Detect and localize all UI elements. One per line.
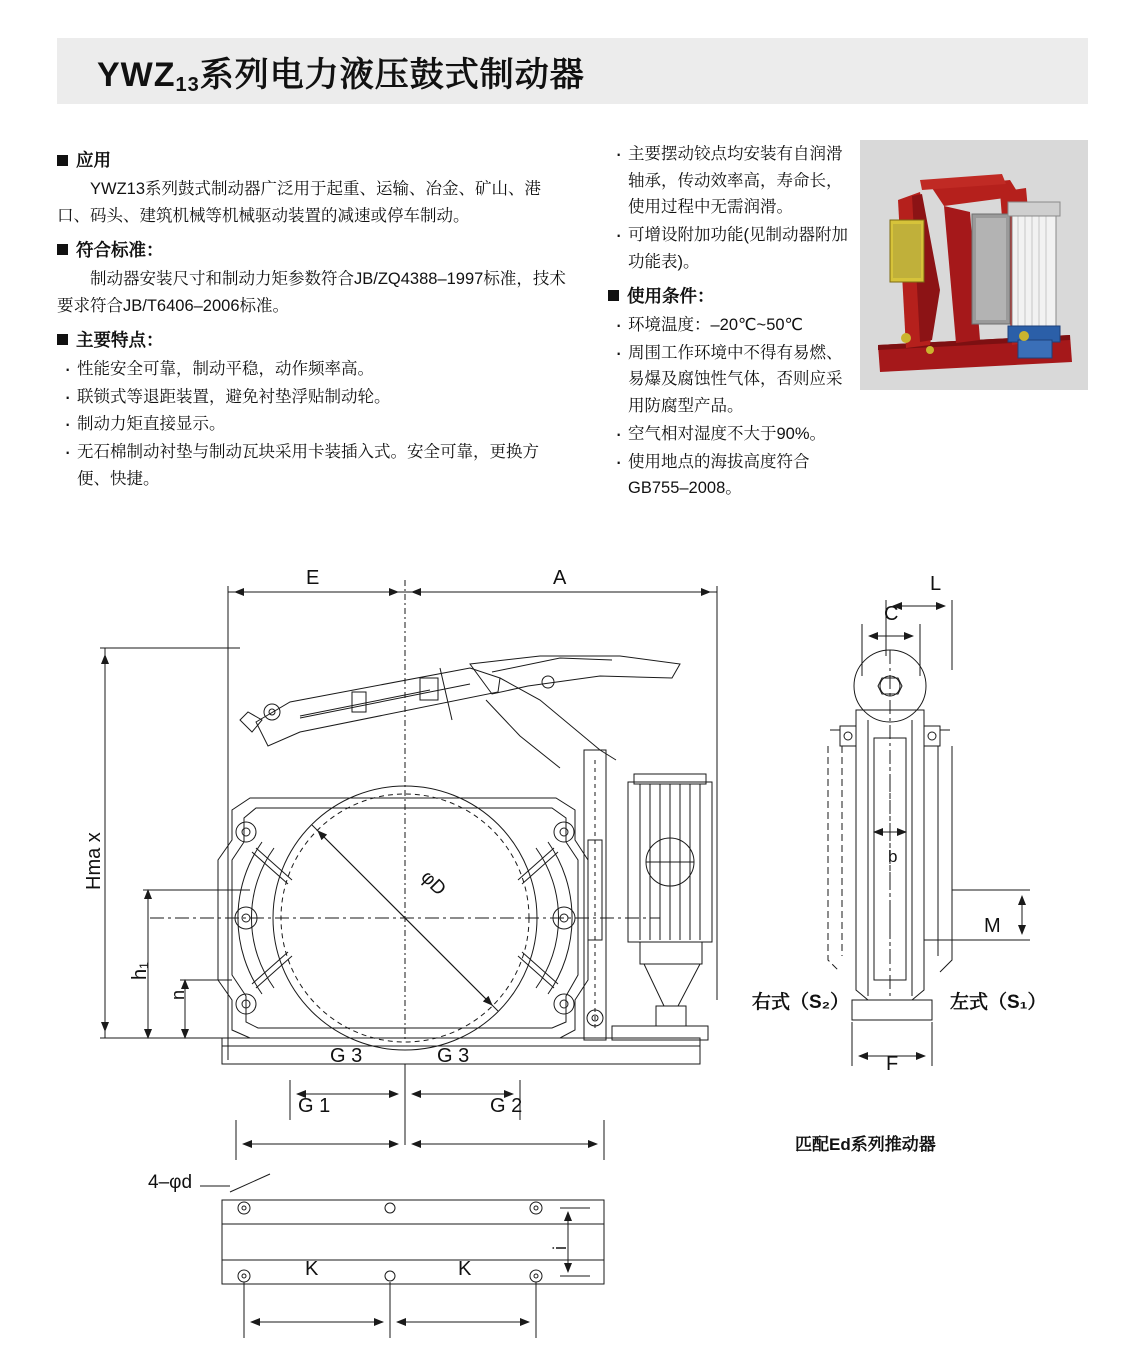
dim-label-G1: G 1 [298,1095,331,1117]
list-item: · 联锁式等退距装置，避免衬垫浮贴制动轮。 [57,384,567,411]
section-heading-features [57,326,567,354]
section-heading-application [57,146,567,174]
section-heading-label: 应用 [76,150,111,170]
standards-text: 制动器安装尺寸和制动力矩参数符合JB/ZQ4388–1997标准，技术要求符合JB/T6406–2006标准。 [57,270,566,315]
page-title-prefix: YWZ [97,55,176,94]
list-item: · 主要摆动铰点均安装有自润滑轴承，传动效率高，寿命长，使用过程中无需润滑。 [608,141,858,221]
section-heading-label: 使用条件： [627,285,715,306]
features-list [57,356,567,493]
list-item: · 性能安全可靠，制动平稳，动作频率高。 [57,356,567,383]
middle-top-list [608,141,858,276]
list-item: · 空气相对湿度不大于90%。 [608,421,858,448]
dim-label-Hmax: Hma x [83,832,105,890]
dim-label-G3b: G 3 [437,1045,470,1067]
list-item: · 环境温度：–20℃~50℃ [608,312,858,339]
bullet-square-icon [608,290,619,301]
dim-label-h1: h₁ [129,962,151,980]
product-photo [860,140,1088,390]
dim-label-C: C [884,603,899,625]
list-item: · 无石棉制动衬垫与制动瓦块采用卡装插入式。安全可靠，更换方便、快捷。 [57,439,567,492]
middle-text-column [608,140,858,503]
dim-label-G3a: G 3 [330,1045,363,1067]
dim-label-F: F [886,1053,899,1075]
page-title [97,47,585,96]
list-item: · 制动力矩直接显示。 [57,411,567,438]
page-title-bar [57,38,1088,104]
dim-label-E: E [306,567,320,589]
list-item: · 使用地点的海拔高度符合GB755–2008。 [608,449,858,502]
drawing-svg [0,560,1145,1355]
section-heading-standards [57,236,567,264]
conditions-list [608,312,858,502]
dim-label-G2: G 2 [490,1095,523,1117]
dim-label-b: b [888,847,898,866]
list-item: · 周围工作环境中不得有易燃、易爆及腐蚀性气体，否则应采用防腐型产品。 [608,340,858,420]
side-view-caption: 匹配Ed系列推动器 [795,1135,936,1154]
left-text-column [57,140,567,494]
section-heading-label: 主要特点： [76,329,164,350]
bullet-square-icon [57,155,68,166]
application-text: YWZ13系列鼓式制动器广泛用于起重、运输、冶金、矿山、港口、码头、建筑机械等机械驱动装置的减速或停车制动。 [57,180,542,226]
dim-label-phiD: φD [416,866,450,900]
dim-label-Kb: K [458,1258,472,1280]
application-paragraph [57,176,567,229]
technical-drawing [0,560,1145,1355]
list-item: · 可增设附加功能(见制动器附加功能表)。 [608,222,858,275]
section-heading-label: 符合标准： [76,239,164,260]
bullet-square-icon [57,244,68,255]
dim-label-i: i [550,1246,570,1250]
bullet-square-icon [57,334,68,345]
section-heading-conditions [608,282,858,310]
dim-label-n: n [168,989,188,1000]
side-view-label-left: 左式（S₁） [950,992,1047,1013]
side-view-label-right: 右式（S₂） [752,992,850,1013]
dim-label-M: M [984,915,1001,937]
page-title-sub: 13 [175,73,200,96]
page-title-suffix: 系列电力液压鼓式制动器 [199,55,585,94]
dim-label-Ka: K [305,1258,319,1280]
standards-paragraph [57,266,567,319]
dim-label-4phid: 4–φd [148,1172,193,1193]
dim-label-L: L [930,573,942,595]
dim-label-A: A [553,567,567,589]
